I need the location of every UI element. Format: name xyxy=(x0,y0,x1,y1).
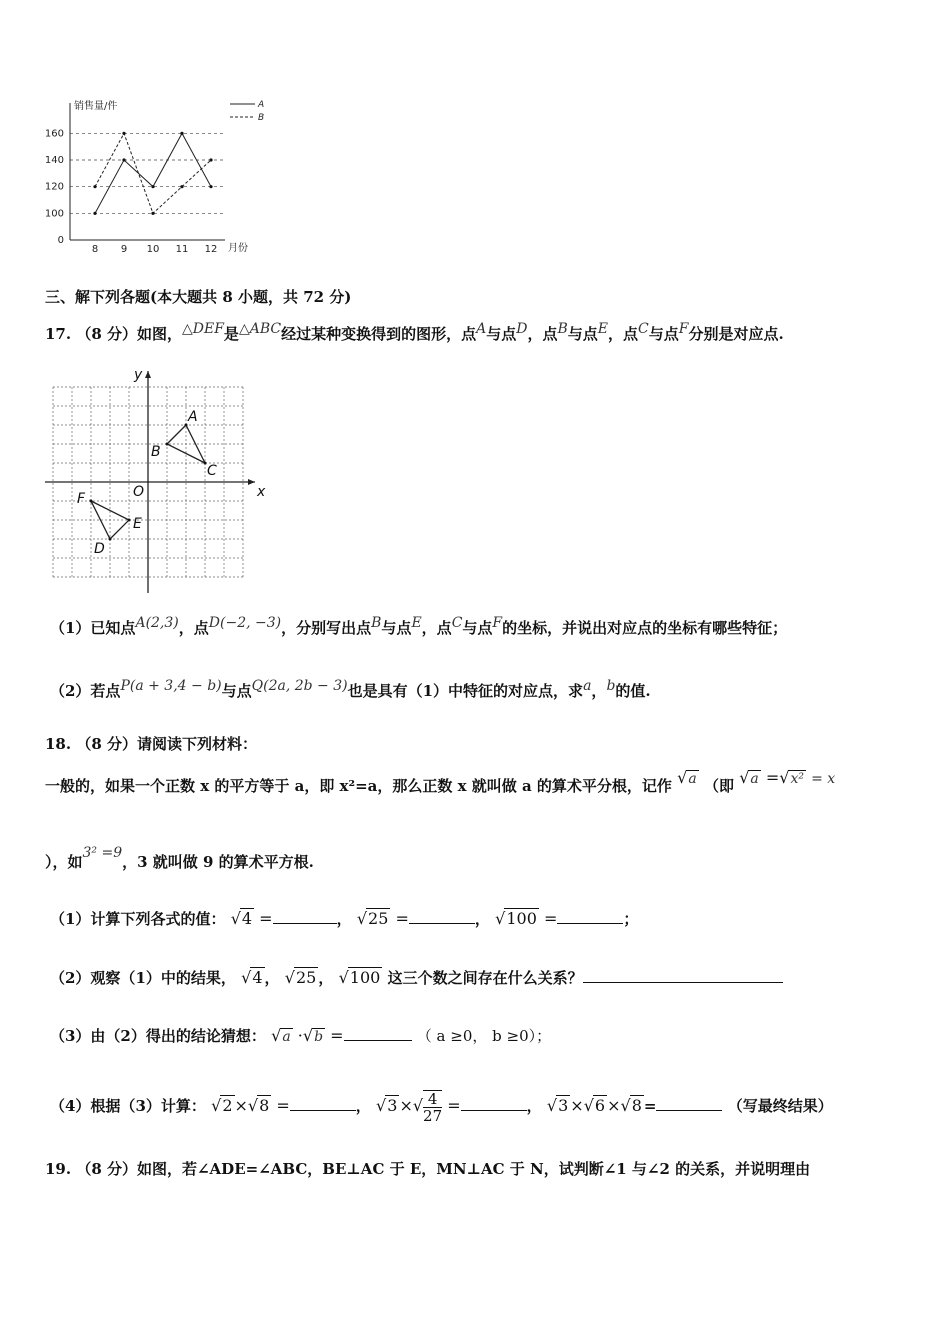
y-axis-label: y xyxy=(134,367,143,383)
x-axis-label: x xyxy=(257,484,266,500)
vertex-B xyxy=(166,443,169,446)
section-3-title: 三、解下列各题(本大题共 8 小题，共 72 分) xyxy=(45,288,352,306)
chart-y-tick: 120 xyxy=(44,181,64,193)
q18-para1: 一般的，如果一个正数 x 的平方等于 a，即 x²=a，那么正数 x 就叫做 a 的算术平分根，记作 √a （即 √a =√x² = x xyxy=(45,768,836,795)
q18-part1: （1）计算下列各式的值： √4 = ， √25 = ， √100 = ； xyxy=(50,909,639,928)
x-axis-arrow xyxy=(248,479,255,485)
chart-point-B xyxy=(151,212,154,215)
chart-point-A xyxy=(209,185,212,188)
chart-point-B xyxy=(93,185,96,188)
chart-y-tick: 160 xyxy=(44,128,64,140)
vertex-D xyxy=(109,538,112,541)
q18-part4: （4）根据（3）计算： √2 ×√8 = ， √3 ×√ $\frac{4}{27}$ = ， √3 ×√6 ×√8 = （写最终结果） xyxy=(50,1090,833,1125)
chart-legend xyxy=(230,100,264,123)
q18-head: 18. （8 分）请阅读下列材料： xyxy=(45,735,257,753)
chart-x-tick: 12 xyxy=(204,244,218,255)
chart-x-tick: 8 xyxy=(91,244,99,255)
vertex-label-A: A xyxy=(188,409,198,425)
chart-y-tick: 140 xyxy=(44,155,64,166)
chart-point-B xyxy=(180,185,183,188)
chart-series-A xyxy=(95,133,211,213)
chart-y-tick: 0 xyxy=(57,235,64,246)
sales-line-chart xyxy=(40,95,280,260)
chart-x-tick: 11 xyxy=(175,244,189,255)
legend-a: A xyxy=(258,100,265,110)
y-axis-arrow xyxy=(145,371,151,378)
chart-point-B xyxy=(209,158,212,161)
vertex-label-E: E xyxy=(133,516,142,532)
q17-stem: 17. （8 分）如图，△DEF是△ABC经过某种变换得到的图形，点A与点D，点B与点E，点C与点F分别是对应点. xyxy=(45,321,784,343)
chart-x-tick: 10 xyxy=(146,244,160,255)
chart-x-label: 月份 xyxy=(228,243,248,254)
vertex-E xyxy=(128,519,131,522)
chart-point-A xyxy=(93,212,96,215)
q17-part1: （1）已知点A(2,3)，点D(−2, −3)，分别写出点B与点E，点C与点F的坐标，并说出对应点的坐标有哪些特征； xyxy=(50,615,788,637)
q18-para2: ），如3² =9，3 就叫做 9 的算术平方根. xyxy=(45,845,314,871)
vertex-label-F: F xyxy=(77,491,86,507)
origin-label: O xyxy=(133,484,145,500)
vertex-label-B: B xyxy=(151,444,161,460)
q17-part2: （2）若点P(a + 3,4 − b)与点Q(2a, 2b − 3)也是具有（1）中特征的对应点，求a，b的值. xyxy=(50,678,651,700)
chart-point-A xyxy=(151,185,154,188)
chart-y-tick: 100 xyxy=(44,208,64,220)
chart-x-tick: 9 xyxy=(120,244,128,255)
chart-point-A xyxy=(180,132,183,135)
vertex-F xyxy=(90,500,93,503)
vertex-label-C: C xyxy=(207,463,217,479)
chart-point-B xyxy=(122,132,125,135)
q18-part2: （2）观察（1）中的结果， √4 ， √25 ， √100 这三个数之间存在什么关系？ xyxy=(50,967,783,988)
chart-series-B xyxy=(95,133,211,213)
chart-y-label: 销售量/件 xyxy=(74,101,118,112)
legend-b: B xyxy=(258,113,265,123)
q19-stem: 19. （8 分）如图，若∠ADE=∠ABC，BE⊥AC 于 E，MN⊥AC 于 N，试判断∠1 与∠2 的关系，并说明理由 xyxy=(45,1160,811,1178)
chart-point-A xyxy=(122,158,125,161)
coordinate-grid-figure xyxy=(45,365,270,595)
vertex-label-D: D xyxy=(94,541,105,557)
q18-part3: （3）由（2）得出的结论猜想： √a ·√b = （ a ≥0， b ≥0）； xyxy=(50,1026,552,1045)
